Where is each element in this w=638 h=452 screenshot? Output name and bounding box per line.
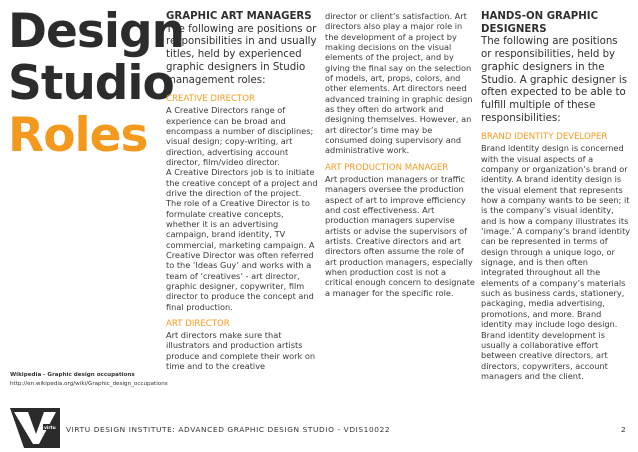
art-director-paragraph-1: Art directors make sure that illustrators and production artists produce and complete their work on time and to the creative: [166, 330, 316, 372]
art-director-paragraph-2: director or client’s satisfaction. Art directors also play a major role in the development of a project by making decisions on the visual elements of the project, and by giving the final say on the selection of models, art, props, colors, and other elements. Art directors need advanced training in graphic design as they often do artwork and designing themselves. However, an art director’s time may be consumed doing supervisory and administrative work.: [325, 11, 473, 156]
subheading-brand-identity-developer: BRAND IDENTITY DEVELOPER: [481, 132, 608, 143]
column-graphic-art-managers: [166, 11, 318, 371]
footer-course-title: VIRTU DESIGN INSTITUTE: ADVANCED GRAPHIC DESIGN STUDIO - VDIS10022: [66, 425, 391, 434]
title-line-design: Design: [8, 4, 185, 59]
title-line-studio: Studio: [8, 56, 174, 111]
subheading-creative-director: CREATIVE DIRECTOR: [166, 94, 255, 105]
subheading-art-director: ART DIRECTOR: [166, 319, 230, 330]
brand-identity-paragraph: Brand identity design is concerned with the visual aspects of a company or organization’s brand or identity. A brand identity design is the visual element that represents how a company wants to be seen; it is the company’s visual identity, and is how a company illustrates its ‘image.’ A company’s brand identity can be represented in terms of design through a unique logo, or signage, and is then often integrated throughout all the elements of a company’s materials such as business cards, stationery, packaging, media advertising, promotions, and more. Brand identity may include logo design. Brand identity development is usually a collaborative effort between creative directors, art directors, copywriters, account managers and the client.: [481, 143, 631, 381]
creative-director-paragraph-1: A Creative Directors range of experience can be broad and encompass a number of disciplines; visual design; copy-writing, art direction, advertising account director, film/video director.: [166, 105, 314, 167]
source-label: Wikipedia - Graphic design occupations: [10, 372, 135, 378]
page-title: [8, 6, 184, 162]
section-heading-hands-on-designers: HANDS-ON GRAPHIC DESIGNERS: [481, 11, 599, 35]
hands-on-designers-intro: The following are positions or responsibilities, held by graphic designers in the Studio. A graphic designer is often expected to be able to fulfill multiple of these responsibilities:: [481, 36, 628, 124]
subheading-art-production-manager: ART PRODUCTION MANAGER: [325, 162, 449, 173]
column-art-director-continued: [325, 11, 475, 298]
title-line-roles: Roles: [8, 108, 148, 163]
art-production-manager-paragraph: Art production managers or traffic managers oversee the production aspect of art to improve efficiency and cost effectiveness. Art production managers supervise artists or advise the supervisors of artists. Creative directors and art directors often assume the role of art production managers, especially when production cost is not a critical enough concern to designate a manager for the specific role.: [325, 173, 475, 298]
virtu-logo-icon: [10, 404, 60, 448]
column-hands-on-designers: [481, 11, 631, 381]
section-heading-graphic-art-managers: GRAPHIC ART MANAGERS: [166, 11, 312, 22]
page-number: 2: [621, 425, 626, 434]
source-url[interactable]: http://en.wikipedia.org/wiki/Graphic_design_occupations: [10, 380, 168, 387]
creative-director-paragraph-2: A Creative Directors job is to initiate the creative concept of a project and drive the direction of the project. The role of a Creative Director is to formulate creative concepts, whether it is an advertising campaign, brand identity, TV commercial, marketing campaign. A Creative Director was often referred to the ‘Ideas Guy’ and works with a team of ‘creatives’ - art director, graphic designer, copywriter, film director to produce the concept and final production.: [166, 167, 318, 312]
source-citation: [10, 371, 168, 388]
graphic-art-managers-intro: The following are positions or responsibilities in and usually titles, held by experienced graphic designers in Studio management roles:: [166, 23, 317, 86]
logo-wordmark: virtu: [44, 426, 56, 431]
virtu-logo: [10, 404, 60, 448]
